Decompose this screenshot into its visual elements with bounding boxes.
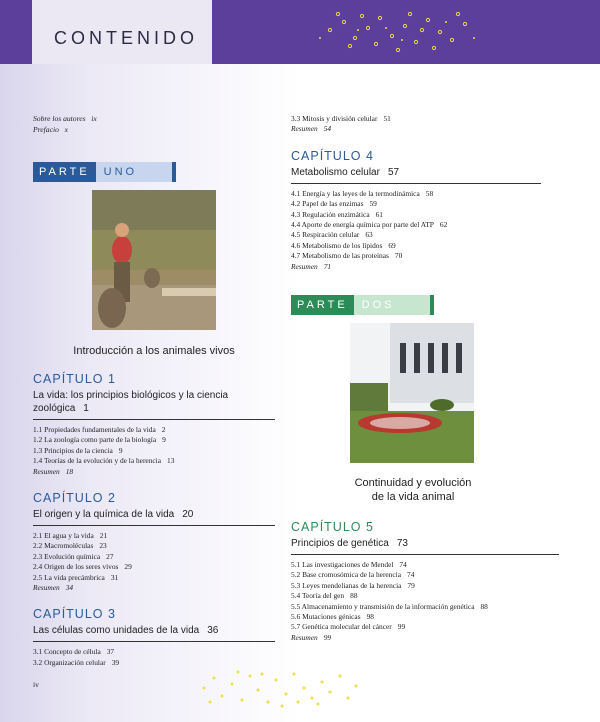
list-item[interactable]: 3.1 Concepto de célula 37 <box>33 647 115 657</box>
chapter-4 <box>291 149 541 272</box>
list-item[interactable]: 1.3 Principios de la ciencia 9 <box>33 445 123 455</box>
part-uno-caption: Introducción a los animales vivos <box>73 345 235 357</box>
list-item[interactable]: 4.6 Metabolismo de los lípidos 69 <box>291 240 396 250</box>
list-item[interactable]: 4.2 Papel de las enzimas 59 <box>291 199 377 209</box>
chapter-3 <box>33 607 275 668</box>
chapter-heading: CAPÍTULO 3 <box>33 607 116 622</box>
list-item[interactable]: 5.7 Genética molecular del cáncer 99 <box>291 622 406 632</box>
part-dos-photo <box>350 323 474 463</box>
chapter-heading: CAPÍTULO 5 <box>291 520 374 534</box>
caption-line: Continuidad y evolución <box>354 477 472 489</box>
list-item[interactable]: 5.2 Base cromosómica de la herencia 74 <box>291 570 415 580</box>
part-label: PARTE <box>291 295 354 315</box>
chapter-2 <box>33 491 275 593</box>
list-item[interactable]: 5.4 Teoría del gen 88 <box>291 591 358 601</box>
chapter-title[interactable]: Principios de genética 73 <box>291 537 559 555</box>
chapter-heading: CAPÍTULO 1 <box>33 372 116 386</box>
list-item[interactable]: 3.2 Organización celular 39 <box>33 657 120 667</box>
caption-line: de la vida animal <box>371 491 455 503</box>
resumen-item[interactable]: Resumen 99 <box>291 632 332 642</box>
decorative-dots-top <box>310 8 490 56</box>
list-item[interactable]: 3.3 Mitosis y división celular 51 <box>291 114 391 123</box>
front-item-autores[interactable]: Sobre los autores ix <box>33 114 97 123</box>
list-item[interactable]: 1.4 Teorías de la evolución y de la herencia 13 <box>33 456 175 466</box>
list-item[interactable]: 2.1 El agua y la vida 21 <box>33 531 108 541</box>
chapter-1 <box>33 372 275 477</box>
list-item[interactable]: 5.3 Leyes mendelianas de la herencia 79 <box>291 580 415 590</box>
resumen-item[interactable]: Resumen 71 <box>291 261 332 271</box>
decorative-dots-bottom <box>196 668 366 708</box>
chapter-heading: CAPÍTULO 4 <box>291 148 374 163</box>
list-item[interactable]: 4.1 Energía y las leyes de la termodinámica 58 <box>291 188 434 198</box>
list-item[interactable]: 1.2 La zoología como parte de la biología 9 <box>33 435 166 445</box>
list-item[interactable]: 2.2 Macromoléculas 23 <box>33 541 107 551</box>
chapter-heading: CAPÍTULO 2 <box>33 491 116 506</box>
chapter-5 <box>291 520 559 643</box>
list-item[interactable]: 4.3 Regulación enzimática 61 <box>291 209 383 219</box>
chapter-title[interactable]: La vida: los principios biológicos y la ciencia zoológica 1 <box>33 389 275 420</box>
resumen-item[interactable]: Resumen 54 <box>291 124 332 134</box>
front-matter <box>33 114 97 135</box>
page-number: iv <box>33 680 39 689</box>
part-uno-banner <box>33 162 176 182</box>
chapter-title[interactable]: El origen y la química de la vida 20 <box>33 508 275 526</box>
part-number: DOS <box>354 295 430 315</box>
page-title: CONTENIDO <box>54 28 198 48</box>
list-item[interactable]: 2.4 Origen de los seres vivos 29 <box>33 562 132 572</box>
chapter-title[interactable]: Metabolismo celular 57 <box>291 166 541 184</box>
chapter-title[interactable]: Las células como unidades de la vida 36 <box>33 624 275 642</box>
list-item[interactable]: 2.3 Evolución química 27 <box>33 551 114 561</box>
list-item[interactable]: 5.5 Almacenamiento y transmisión de la información genética 88 <box>291 601 488 611</box>
left-column <box>33 372 275 668</box>
part-dos-banner <box>291 295 434 315</box>
part-label: PARTE <box>33 162 96 182</box>
list-item[interactable]: 5.6 Mutaciones génicas 98 <box>291 612 374 622</box>
list-item[interactable]: 4.7 Metabolismo de las proteínas 70 <box>291 251 403 261</box>
list-item[interactable]: 4.5 Respiración celular 63 <box>291 230 373 240</box>
part-uno-photo <box>92 190 216 330</box>
part-dos-caption <box>330 476 496 504</box>
right-column <box>291 114 541 272</box>
list-item[interactable]: 1.1 Propiedades fundamentales de la vida 2 <box>33 425 166 434</box>
part-number: UNO <box>96 162 172 182</box>
resumen-item[interactable]: Resumen 18 <box>33 466 74 476</box>
list-item[interactable]: 4.4 Aporte de energía química por parte del ATP 62 <box>291 220 448 230</box>
front-item-prefacio[interactable]: Prefacio x <box>33 124 68 134</box>
list-item[interactable]: 2.5 La vida precámbrica 31 <box>33 572 119 582</box>
list-item[interactable]: 5.1 Las investigaciones de Mendel 74 <box>291 560 407 569</box>
resumen-item[interactable]: Resumen 34 <box>33 583 74 593</box>
